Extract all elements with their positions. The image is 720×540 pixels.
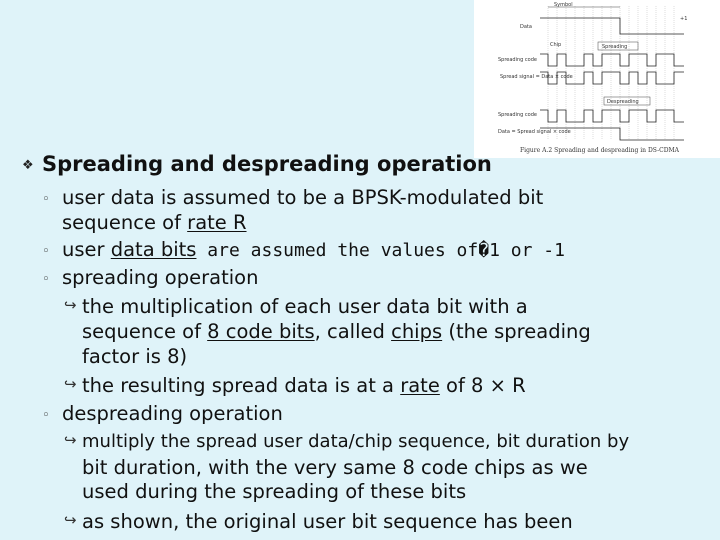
- bullet-curve-icon: ↪: [64, 375, 77, 393]
- body-line-4: spreading operation: [62, 266, 259, 289]
- fig-despreading-box: Despreading: [607, 99, 639, 105]
- fig-chip-label: Chip: [550, 42, 562, 48]
- body-line-9: despreading operation: [62, 402, 283, 425]
- fig-spreading-box: Spreading: [602, 44, 628, 50]
- bullet-curve-icon: ↪: [64, 296, 77, 314]
- fig-data-label: Data: [520, 24, 532, 30]
- body-line-6: sequence of 8 code bits, called chips (the spreading: [82, 320, 591, 343]
- bullet-ring-icon: ◦: [42, 192, 50, 207]
- title-bullet-icon: ❖: [22, 158, 34, 173]
- body-line-13: as shown, the original user bit sequence has been: [82, 510, 573, 533]
- fig-spreading-code-2-label: Spreading code: [498, 112, 537, 118]
- fig-caption: Figure A.2 Spreading and despreading in DS-CDMA: [520, 147, 680, 154]
- bullet-ring-icon: ◦: [42, 272, 50, 287]
- body-line-2: sequence of rate R: [62, 211, 247, 234]
- fig-data-out-label: Data = Spread signal × code: [498, 129, 571, 135]
- body-line-12: used during the spreading of these bits: [82, 480, 467, 503]
- spreading-figure: [474, 0, 720, 158]
- bullet-curve-icon: ↪: [64, 431, 77, 449]
- slide-title: Spreading and despreading operation: [42, 152, 492, 176]
- body-line-1: user data is assumed to be a BPSK-modulated bit: [62, 186, 544, 209]
- body-line-5: the multiplication of each user data bit with a: [82, 295, 528, 318]
- fig-spread-signal-label: Spread signal = Data × code: [500, 74, 573, 80]
- body-line-10: multiply the spread user data/chip sequence, bit duration by: [82, 431, 630, 452]
- fig-symbol-label: Symbol: [554, 2, 573, 8]
- bullet-ring-icon: ◦: [42, 408, 50, 423]
- body-line-3: user data bits are assumed the values of�1 or -1: [62, 238, 565, 261]
- body-line-7: factor is 8): [82, 345, 188, 368]
- body-line-8: the resulting spread data is at a rate of 8 × R: [82, 374, 526, 397]
- body-line-11: bit duration, with the very same 8 code chips as we: [82, 456, 588, 479]
- fig-spreading-code-label: Spreading code: [498, 57, 537, 63]
- svg-text:+1: +1: [680, 16, 688, 22]
- bullet-ring-icon: ◦: [42, 244, 50, 259]
- bullet-curve-icon: ↪: [64, 511, 77, 529]
